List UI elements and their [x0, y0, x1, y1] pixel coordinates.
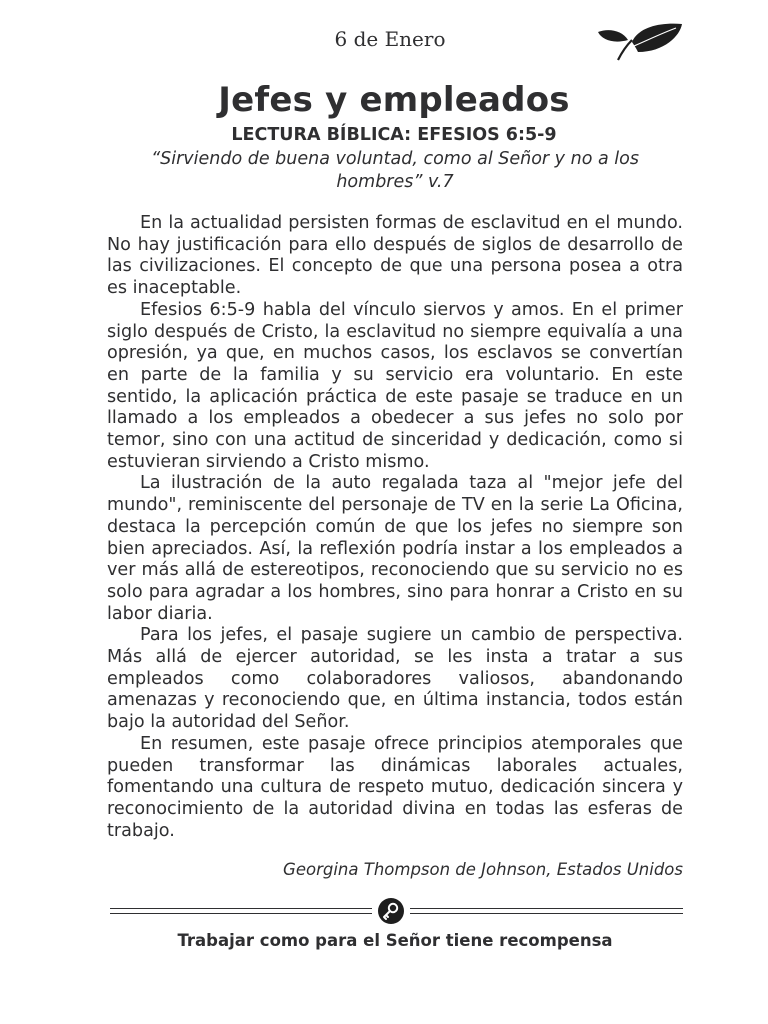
author-signature: Georgina Thompson de Johnson, Estados Unidos — [283, 860, 683, 879]
footer-motto: Trabajar como para el Señor tiene recompensa — [177, 931, 613, 950]
body-paragraph: En resumen, este pasaje ofrece principios atemporales que pueden transformar las dinámicas laborales actuales, fomentando una cultura de respeto mutuo, dedicación sincera y reconocimiento de la autoridad divina en todas las esferas de trabajo. — [107, 733, 683, 841]
page-date: 6 de Enero — [334, 27, 446, 51]
article-body — [107, 213, 683, 842]
key-verse: “Sirviendo de buena voluntad, como al Señor y no a los hombres” v.7 — [151, 149, 639, 192]
body-paragraph: La ilustración de la auto regalada taza al "mejor jefe del mundo", reminiscente del personaje de TV en la serie La Oficina, destaca la percepción común de que los jefes no siempre son bien apreciados. Así, la reflexión podría instar a los empleados a ver más allá de estereotipos, reconociendo que su servicio no es solo para agradar a los hombres, sino para honrar a Cristo en su labor diaria. — [107, 473, 683, 624]
section-divider — [110, 897, 683, 925]
body-paragraph: Efesios 6:5-9 habla del vínculo siervos y amos. En el primer siglo después de Cristo, la esclavitud no siempre equivalía a una opresión, ya que, en muchos casos, los esclavos se convertían en parte de la familia y su servicio era voluntario. En este sentido, la aplicación práctica de este pasaje se traduce en un llamado a los empleados a obedecer a sus jefes no solo por temor, sino con una actitud de sinceridad y dedicación, como si estuvieran sirviendo a Cristo mismo. — [107, 299, 683, 472]
body-paragraph: En la actualidad persisten formas de esclavitud en el mundo. No hay justificación para ello después de siglos de desarrollo de las civilizaciones. El concepto de que una persona posea a otra es inaceptable. — [107, 213, 683, 299]
body-paragraph: Para los jefes, el pasaje sugiere un cambio de perspectiva. Más allá de ejercer autoridad, se les insta a tratar a sus empleados como colaboradores valiosos, abandonando amenazas y reconociendo que, en última instancia, todos están bajo la autoridad del Señor. — [107, 625, 683, 733]
feather-leaf-icon — [598, 22, 684, 62]
key-emblem-icon — [377, 897, 405, 925]
bible-reading-reference: LECTURA BÍBLICA: EFESIOS 6:5-9 — [231, 125, 557, 145]
article-title: Jefes y empleados — [218, 80, 570, 120]
